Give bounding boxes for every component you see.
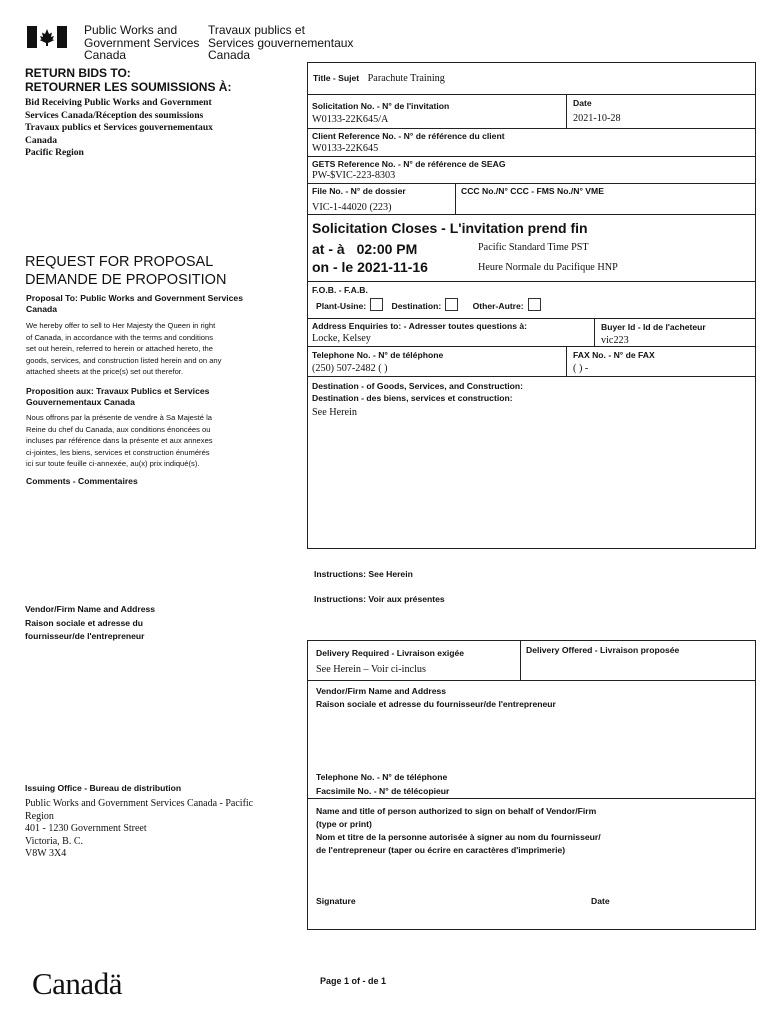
date-label: Date [573,98,592,108]
enquiries-label: Address Enquiries to: - Adresser toutes questions à: [312,321,528,331]
department-name-en: Public Works and Government Services Canada [84,23,200,62]
authorized-person-label: Name and title of person authorized to sign on behalf of Vendor/Firm (type or print) Nom et titre de la personne autorisée à signer au nom du fournisseur/ de l'entrepreneur (taper ou écrire en caractères d'imprimerie) [316,806,601,855]
rfp-title: REQUEST FOR PROPOSAL DEMANDE DE PROPOSITION [25,254,227,288]
destination-label-fr: Destination - des biens, services et construction: [312,393,513,403]
comments-label: Comments - Commentaires [26,476,138,486]
destination-label-en: Destination - of Goods, Services, and Construction: [312,381,524,391]
delivery-required-value[interactable]: See Herein – Voir ci-inclus [316,664,426,675]
file-number-value[interactable]: VIC-1-44020 (223) [312,202,392,213]
signature-label: Signature [316,896,356,906]
telephone-label: Telephone No. - N° de téléphone [312,350,444,360]
fax-label: FAX No. - N° de FAX [573,350,655,360]
buyer-id-value[interactable]: vic223 [601,335,629,346]
solicitation-closes-title: Solicitation Closes - L'invitation prend fin [312,220,588,236]
other-checkbox[interactable] [528,298,541,311]
telephone-value[interactable]: (250) 507-2482 ( ) [312,363,388,374]
timezone-en: Pacific Standard Time PST [478,242,589,253]
delivery-offered-label: Delivery Offered - Livraison proposée [526,645,680,655]
vendor-name-label-en: Vendor/Firm Name and Address [316,686,447,696]
vendor-form [307,640,756,930]
ccc-number-label: CCC No./N° CCC - FMS No./N° VME [461,186,604,196]
client-reference-label: Client Reference No. - N° de référence du client [312,131,505,141]
delivery-required-label: Delivery Required - Livraison exigée [316,648,465,658]
instructions-en: Instructions: See Herein [314,569,413,579]
timezone-fr: Heure Normale du Pacifique HNP [478,262,618,273]
title-field[interactable]: Title - Sujet Parachute Training [313,73,445,84]
page-number: Page 1 of - de 1 [320,976,387,986]
client-reference-value[interactable]: W0133-22K645 [312,143,379,154]
buyer-id-label: Buyer Id - Id de l'acheteur [601,322,706,332]
proposal-to-label: Proposal To: Public Works and Government Services Canada [26,293,243,314]
canada-flag-icon [27,26,67,48]
instructions-fr: Instructions: Voir aux présentes [314,594,445,604]
return-bids-title: RETURN BIDS TO: RETOURNER LES SOUMISSIONS À: [25,66,232,94]
gets-reference-value[interactable]: PW-$VIC-223-8303 [312,170,396,181]
canada-wordmark: Canadä [32,966,122,1001]
proposition-label: Proposition aux: Travaux Publics et Services Gouvernementaux Canada [26,386,210,407]
fob-label: F.O.B. - F.A.B. [312,285,368,295]
vendor-firm-label: Vendor/Firm Name and Address Raison sociale et adresse du fournisseur/de l'entrepreneur [25,604,156,641]
destination-checkbox[interactable] [445,298,458,311]
file-number-label: File No. - N° de dossier [312,186,406,196]
return-bids-address: Bid Receiving Public Works and Government Services Canada/Réception des soumissions Travaux publics et Services gouvernementaux Canada Pacific Region [25,97,213,159]
solicitation-number-label: Solicitation No. - N° de l'invitation [312,101,450,111]
closing-date: on - le 2021-11-16 [312,259,428,275]
department-name-fr: Travaux publics et Services gouvernementaux Canada [208,23,354,62]
plant-checkbox[interactable] [370,298,383,311]
vendor-name-label-fr: Raison sociale et adresse du fournisseur/de l'entrepreneur [316,699,556,709]
closing-time: at - à 02:00 PM [312,241,418,257]
fob-options: Plant-Usine: Destination: Other-Autre: [316,298,547,311]
vendor-telephone-label: Telephone No. - N° de téléphone [316,772,448,782]
destination-value[interactable]: See Herein [312,407,357,418]
solicitation-form [307,62,756,549]
enquiries-value[interactable]: Locke, Kelsey [312,333,371,344]
gets-reference-label: GETS Reference No. - N° de référence de SEAG [312,159,506,169]
solicitation-number-value[interactable]: W0133-22K645/A [312,114,389,125]
issuing-office-label: Issuing Office - Bureau de distribution [25,783,182,793]
proposition-text: Nous offrons par la présente de vendre à Sa Majesté la Reine du chef du Canada, aux conditions énoncées ou incluses par référence dans la présente et aux annexes ci-jointes, les biens, services et construction énumérés ici sur toute feuille ci-annexée, au(x) prix indiqué(s). [26,413,213,469]
date-value[interactable]: 2021-10-28 [573,113,621,124]
fax-value[interactable]: ( ) - [573,363,589,374]
proposal-to-text: We hereby offer to sell to Her Majesty the Queen in right of Canada, in accordance with the terms and conditions set out herein, referred to herein or attached hereto, the goods, services, and construction listed herein and on any attached sheets at the price(s) set out therefor. [26,321,222,377]
signature-date-label: Date [591,896,610,906]
issuing-office-address: Public Works and Government Services Canada - Pacific Region 401 - 1230 Government Street Victoria, B. C. V8W 3X4 [25,798,254,859]
vendor-fax-label: Facsimile No. - N° de télécopieur [316,786,450,796]
